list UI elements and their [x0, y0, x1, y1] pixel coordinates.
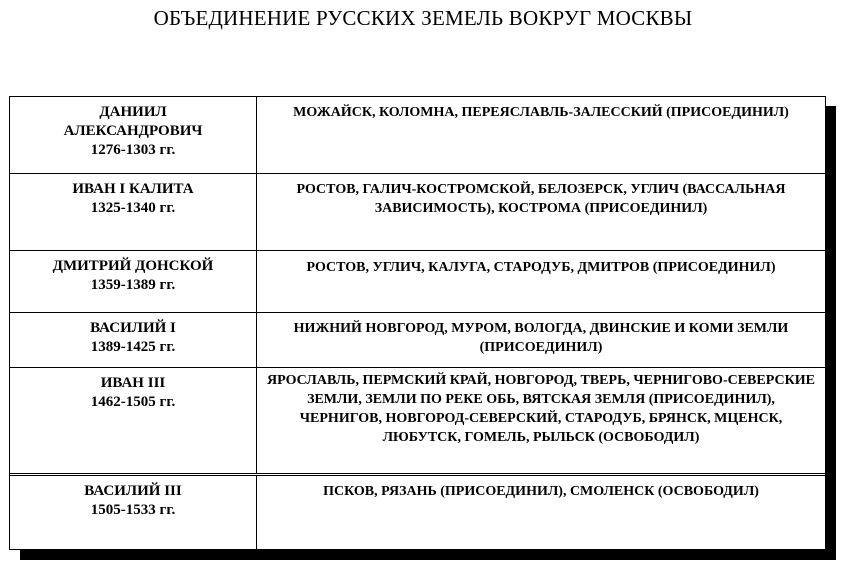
ruler-name-line-2: АЛЕКСАНДРОВИЧ — [63, 123, 203, 139]
ruler-years: 1389-1425 гг. — [90, 339, 176, 355]
table-row-vasily-3 — [10, 473, 825, 549]
ruler-cell — [10, 476, 257, 549]
lands-cell: МОЖАЙСК, КОЛОМНА, ПЕРЕЯСЛАВЛЬ-ЗАЛЕССКИЙ (ПРИСОЕДИНИЛ) — [293, 105, 789, 120]
ruler-cell — [10, 97, 257, 173]
lands-cell: НИЖНИЙ НОВГОРОД, МУРОМ, ВОЛОГДА, ДВИНСКИЕ И КОМИ ЗЕМЛИ (ПРИСОЕДИНИЛ) — [293, 321, 789, 355]
lands-cell: РОСТОВ, УГЛИЧ, КАЛУГА, СТАРОДУБ, ДМИТРОВ (ПРИСОЕДИНИЛ) — [306, 260, 776, 275]
ruler-years: 1359-1389 гг. — [90, 277, 176, 293]
table-row-ivan-kalita — [10, 173, 825, 250]
lands-cell: ЯРОСЛАВЛЬ, ПЕРМСКИЙ КРАЙ, НОВГОРОД, ТВЕРЬ, ЧЕРНИГОВО-СЕВЕРСКИЕ ЗЕМЛИ, ЗЕМЛИ ПО РЕКЕ ОБЬ, ВЯТСКАЯ ЗЕМЛЯ (ПРИСОЕДИНИЛ), ЧЕРНИГОВ, НОВГОРОД-СЕВЕРСКИЙ, СТАРОДУБ, БРЯНСК, МЦЕНСК, ЛЮБУТСК, ГОМЕЛЬ, РЫЛЬСК (ОСВОБОДИЛ) — [267, 373, 815, 445]
table-row-vasily-1 — [10, 312, 825, 367]
ruler-years: 1462-1505 гг. — [90, 394, 176, 410]
ruler-cell — [10, 251, 257, 312]
ruler-name: ИВАН I КАЛИТА — [72, 181, 194, 197]
ruler-name-line-1: ДАНИИЛ — [99, 104, 167, 120]
ruler-name: ДМИТРИЙ ДОНСКОЙ — [52, 258, 214, 274]
page-title: ОБЪЕДИНЕНИЕ РУССКИХ ЗЕМЕЛЬ ВОКРУГ МОСКВЫ — [153, 6, 693, 30]
rulers-table — [9, 96, 826, 550]
ruler-years: 1276-1303 гг. — [90, 142, 176, 158]
ruler-cell — [10, 174, 257, 250]
ruler-years: 1505-1533 гг. — [90, 502, 176, 518]
ruler-years: 1325-1340 гг. — [90, 200, 176, 216]
table-row-ivan-3 — [10, 367, 825, 473]
ruler-name: ИВАН III — [100, 375, 166, 391]
ruler-name: ВАСИЛИЙ III — [84, 483, 182, 499]
ruler-cell — [10, 368, 257, 473]
table-row-dmitry-donskoy — [10, 250, 825, 312]
lands-cell: ПСКОВ, РЯЗАНЬ (ПРИСОЕДИНИЛ), СМОЛЕНСК (ОСВОБОДИЛ) — [323, 484, 759, 499]
ruler-cell — [10, 313, 257, 367]
table-row-daniil — [10, 97, 825, 173]
ruler-name: ВАСИЛИЙ I — [90, 320, 176, 336]
lands-cell: РОСТОВ, ГАЛИЧ-КОСТРОМСКОЙ, БЕЛОЗЕРСК, УГЛИЧ (ВАССАЛЬНАЯ ЗАВИСИМОСТЬ), КОСТРОМА (ПРИСОЕДИНИЛ) — [296, 182, 786, 216]
